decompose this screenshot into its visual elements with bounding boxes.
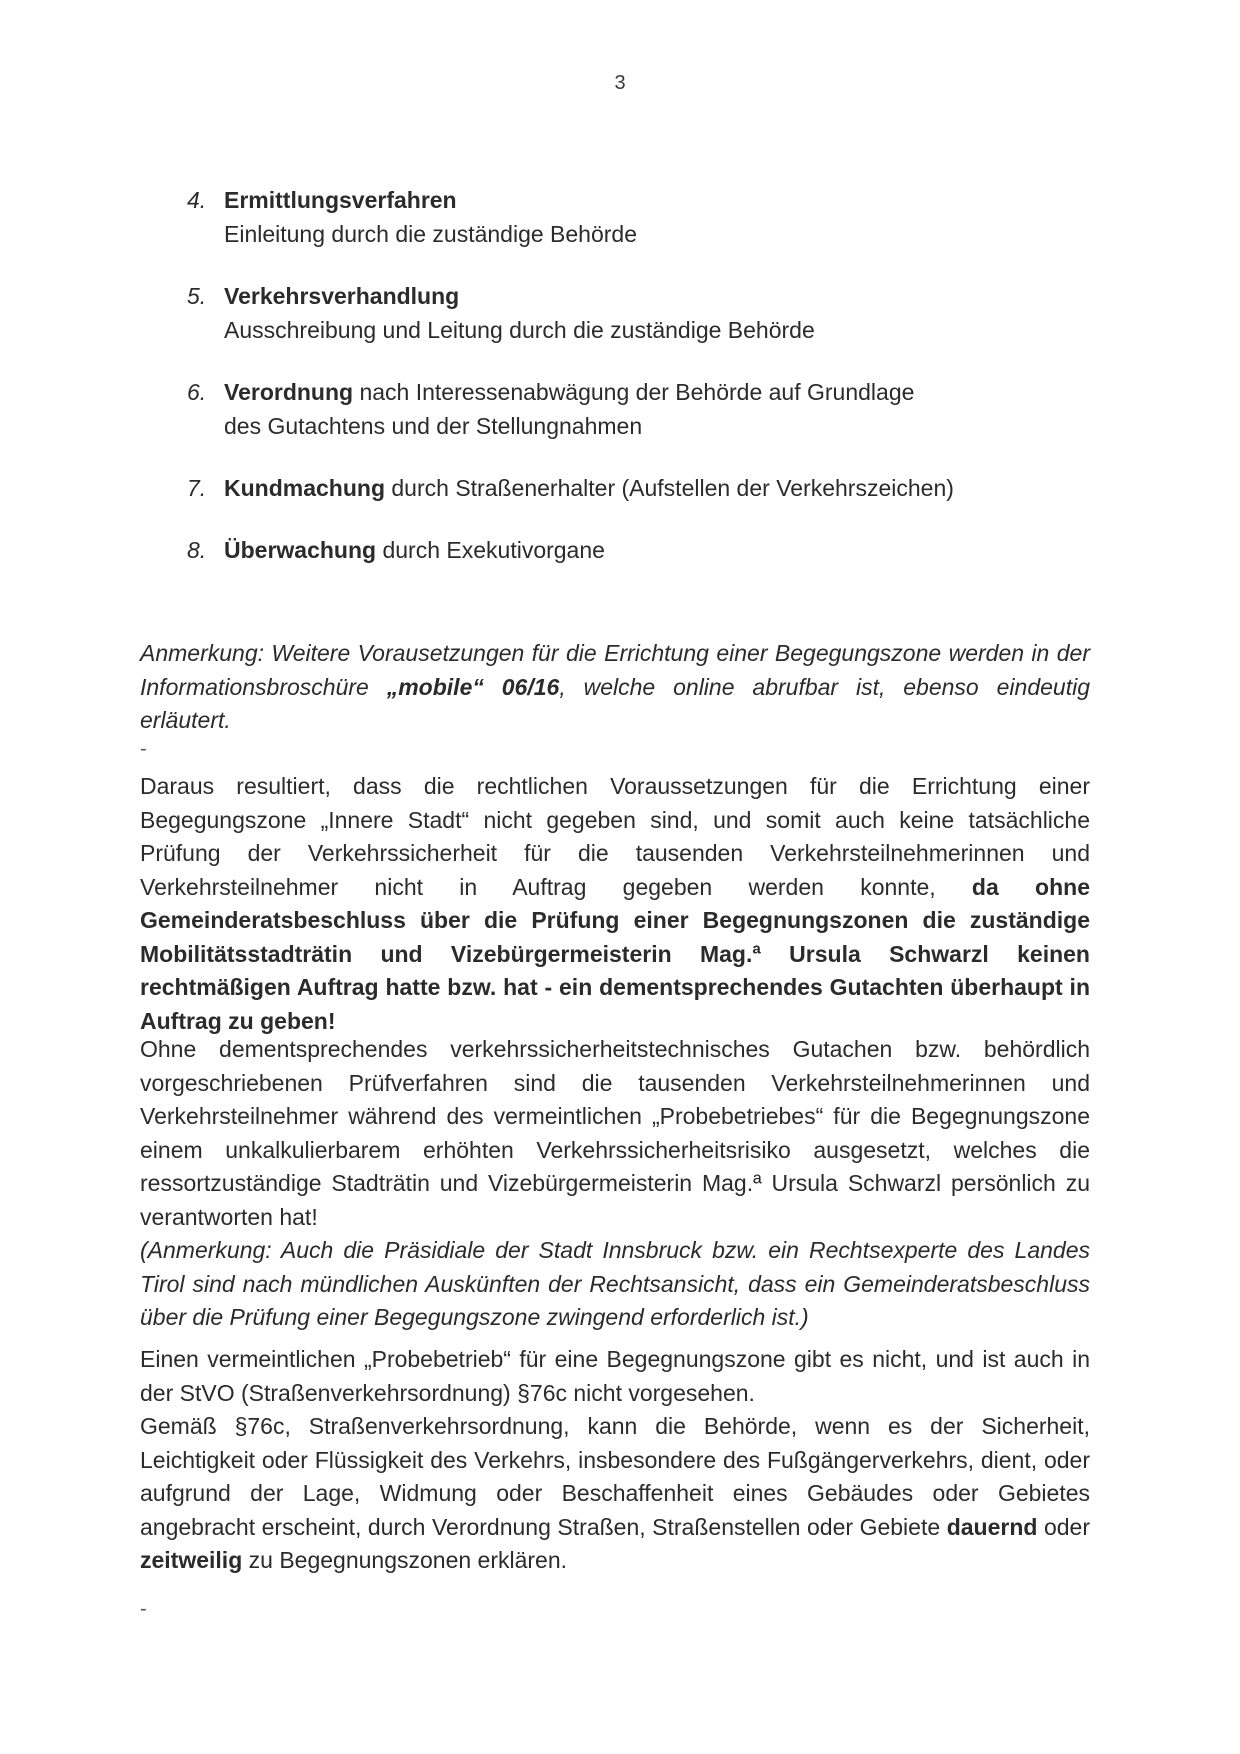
separator-dash: - — [140, 1598, 147, 1620]
procedure-steps-list — [187, 183, 1087, 595]
step-text: nach Interessenabwägung der Behörde auf Grundlage — [353, 379, 915, 405]
paragraph-text: Daraus resultiert, dass die rechtlichen Voraussetzungen für die Errichtung einer Begegungszone „Innere Stadt“ nicht gegeben sind, und somit auch keine tatsächliche Prüfung der Verkehrssicherheit für die tausenden Verkehrsteilnehmerinnen und Verkehrsteilnehmer nicht in Auftrag gegeben werden konnte, — [140, 773, 1090, 900]
step-subtext: des Gutachtens und der Stellungnahmen — [224, 413, 643, 439]
step-item — [187, 471, 1087, 505]
bold-zeitweilig: zeitweilig — [140, 1547, 243, 1573]
step-text: durch Exekutivorgane — [376, 537, 605, 563]
step-title: Überwachung — [224, 537, 377, 563]
paragraph-text: Ohne dementsprechendes verkehrssicherheitstechnisches Gutachen bzw. behördlich vorgeschriebenen Prüfverfahren sind die tausenden Verkehrsteilnehmerinnen und Verkehrsteilnehmer während des vermeintlichen „Probebetriebes“ für die Begegnungszone einem unkalkulierbarem erhöhten Verkehrssicherheitsrisiko ausgesetzt, welches die ressortzuständige Stadträtin und Vizebürgermeisterin Mag.ª Ursula Schwarzl persönlich zu verantworten hat! — [140, 1036, 1090, 1230]
paragraph-stvo — [140, 1343, 1090, 1578]
step-text: durch Straßenerhalter (Aufstellen der Verkehrszeichen) — [385, 475, 954, 501]
step-title: Verordnung — [224, 379, 354, 405]
step-number: 6. — [187, 379, 207, 405]
step-number: 5. — [187, 283, 207, 309]
paragraph-conclusion — [140, 770, 1090, 1038]
paragraph-risk — [140, 1033, 1090, 1335]
paragraph-law-text — [140, 1410, 1090, 1578]
step-subtext: Ausschreibung und Leitung durch die zuständige Behörde — [224, 317, 815, 343]
step-title: Kundmachung — [224, 475, 385, 501]
step-title: Verkehrsverhandlung — [224, 283, 460, 309]
law-text-end: zu Begegnungszonen erklären. — [242, 1547, 568, 1573]
law-text: Gemäß §76c, Straßenverkehrsordnung, kann die Behörde, wenn es der Sicherheit, Leichtigkeit oder Flüssigkeit des Verkehrs, insbesondere des Fußgängerverkehrs, dient, oder aufgrund der Lage, Widmung oder Beschaffenheit eines Gebäudes oder Gebietes angebracht erscheint, durch Verordnung Straßen, Straßenstellen oder Gebiete — [140, 1413, 1090, 1540]
step-title: Ermittlungsverfahren — [224, 187, 457, 213]
note-brochure — [140, 637, 1090, 738]
step-item — [187, 375, 1087, 443]
separator-dash: - — [140, 738, 147, 760]
paragraph-text: Einen vermeintlichen „Probebetrieb“ für eine Begegnungszone gibt es nicht, und ist auch in der StVO (Straßenverkehrsordnung) §76c nicht vorgesehen. — [140, 1346, 1090, 1406]
note-text: Anmerkung: Weitere Vorausetzungen für die Errichtung einer Begegungszone werden in der Informationsbroschüre — [140, 640, 1090, 700]
paragraph-bold-text: da ohne Gemeinderatsbeschluss über die Prüfung einer Begegnungszonen die zuständige Mobilitätsstadträtin und Vizebürgermeisterin Mag.ª Ursula Schwarzl keinen rechtmäßigen Auftrag hatte bzw. hat - ein dementsprechendes Gutachten überhaupt in Auftrag zu geben! — [140, 873, 1090, 1034]
paragraph-note: (Anmerkung: Auch die Präsidiale der Stadt Innsbruck bzw. ein Rechtsexperte des Landes Tirol sind nach mündlichen Auskünften der Rechtsansicht, dass ein Gemeinderatsbeschluss über die Prüfung einer Begegungszone zwingend erforderlich ist.) — [140, 1237, 1090, 1330]
step-item — [187, 533, 1087, 567]
page-number: 3 — [614, 72, 626, 94]
step-subtext: Einleitung durch die zuständige Behörde — [224, 221, 638, 247]
step-item — [187, 279, 1087, 347]
bold-dauernd: dauernd — [946, 1513, 1038, 1540]
step-item — [187, 183, 1087, 251]
note-text-end: , welche online abrufbar ist, ebenso eindeutig erläutert. — [140, 673, 1090, 733]
step-number: 8. — [187, 537, 207, 563]
brochure-name: „mobile“ 06/16 — [386, 673, 560, 700]
step-number: 7. — [187, 475, 207, 501]
step-number: 4. — [187, 187, 207, 213]
law-text-mid: oder — [1037, 1513, 1090, 1540]
